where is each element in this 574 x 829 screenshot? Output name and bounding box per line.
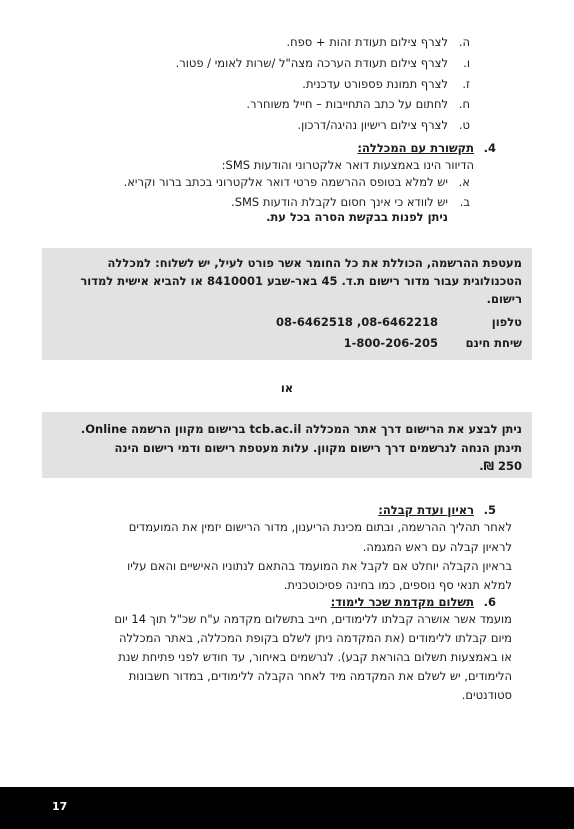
phone-value: 08-6462518 ,08-6462218 <box>276 315 438 329</box>
list-item <box>0 94 574 114</box>
list-item <box>0 32 574 52</box>
section-number: 6. <box>483 595 496 609</box>
list-marker: ה. <box>458 35 470 49</box>
list-marker: ט. <box>458 118 470 132</box>
paragraph-line: לאחר תהליך ההרשמה, ובתום מכינת הריענון, מדור הרישום יזמין את המועמדים <box>128 520 512 534</box>
section-5-heading <box>0 500 574 520</box>
list-marker: ז. <box>462 77 470 91</box>
box-line: ניתן לבצע את הרישום דרך אתר המכללה tcb.ac.il ברישום מקוון הרשמה Online. <box>80 422 522 436</box>
box-line: מעטפת ההרשמה, הכוללת את כל החומר אשר פורט לעיל, יש לשלוח: למכללה <box>107 256 522 270</box>
paragraph-line: למלא תנאי סף נוספים, כמו בחינה פסיכוטכנית. <box>283 578 512 592</box>
registration-info-box <box>42 248 532 360</box>
paragraph-line: מועמד אשר אושרה קבלתו ללימודים, חייב בתשלום מקדמה ע"ח שכ"ל תוך 14 יום <box>114 612 512 626</box>
list-marker: ב. <box>459 195 470 209</box>
section-title: תשלום מקדמת שכר לימוד: <box>330 595 474 609</box>
section-4-heading <box>0 138 574 158</box>
section-4-note: ניתן לפנות בבקשת הסרה בכל עת. <box>266 210 448 224</box>
list-marker: א. <box>458 175 470 189</box>
box-line: 250 ₪. <box>479 459 522 473</box>
paragraph-line: הלימודים, יש לשלם את המקדמה מיד לאחר הקבלה ללימודים, במדור חשבונות <box>128 669 512 683</box>
list-item-text: לצרף צילום תעודת זהות + ספח. <box>286 35 448 49</box>
paragraph-line: או באמצעות תשלום בהוראת קבע). לנרשמים באיחור, עד חודש לפני פתיחת שנת <box>118 650 512 664</box>
box-line: רישום. <box>486 292 522 306</box>
box-line: תינתן הנחה לנרשמים דרך רישום מקוון. עלות מעטפת רישום ודמי רישום הינה <box>114 441 522 455</box>
paragraph-line: מיום קבלתו ללימודים (את המקדמה ניתן לשלם בקופת המכללה, באתר המכללה <box>118 631 512 645</box>
phone-label: טלפון <box>491 315 522 329</box>
online-registration-box <box>42 412 532 478</box>
list-item <box>0 74 574 94</box>
list-item-text: יש למלא בטופס ההרשמה פרטי דואר אלקטרוני בכתב ברור וקריא. <box>123 175 448 189</box>
section-title: תקשורת עם המכללה: <box>357 141 474 155</box>
list-marker: ו. <box>463 56 470 70</box>
list-item <box>0 53 574 73</box>
or-separator: או <box>280 381 294 395</box>
section-4-intro: הדיוור הינו באמצעות דואר אלקטרוני והודעות SMS: <box>221 158 474 172</box>
list-item-text: לצרף תמונת פספורט עדכנית. <box>302 77 448 91</box>
list-item <box>0 115 574 135</box>
free-call-value: 1-800-206-205 <box>343 336 438 350</box>
list-item-text: לחתום על כתב התחייבות – חייל משוחרר. <box>246 97 448 111</box>
list-marker: ח. <box>458 97 470 111</box>
box-line: הטכנולוגית עבור מדור רישום ת.ד. 45 באר-שבע 8410001 או להביא אישית למדור <box>80 274 522 288</box>
paragraph-line: סטודנטים. <box>461 688 512 702</box>
list-item-text: לצרף צילום רישיון נהיגה/דרכון. <box>297 118 448 132</box>
section-number: 5. <box>483 503 496 517</box>
page-number: 17 <box>52 800 68 813</box>
section-6-heading <box>0 592 574 612</box>
list-item <box>0 172 574 192</box>
paragraph-line: בראיון הקבלה יוחלט אם לקבל את המועמד בהתאם לנתוניו האישיים והאם עליו <box>127 559 512 573</box>
section-title: ראיון ועדת קבלה: <box>378 503 474 517</box>
paragraph-line: לראיון קבלה עם ראש המגמה. <box>362 540 512 554</box>
list-item-text: יש לוודא כי אינך חסום לקבלת הודעות SMS. <box>231 195 448 209</box>
free-call-label: שיחת חינם <box>465 336 522 350</box>
section-number: 4. <box>483 141 496 155</box>
list-item-text: לצרף צילום תעודת הערכה מצה"ל /שרות לאומי / פטור. <box>175 56 448 70</box>
page-footer <box>0 787 574 829</box>
